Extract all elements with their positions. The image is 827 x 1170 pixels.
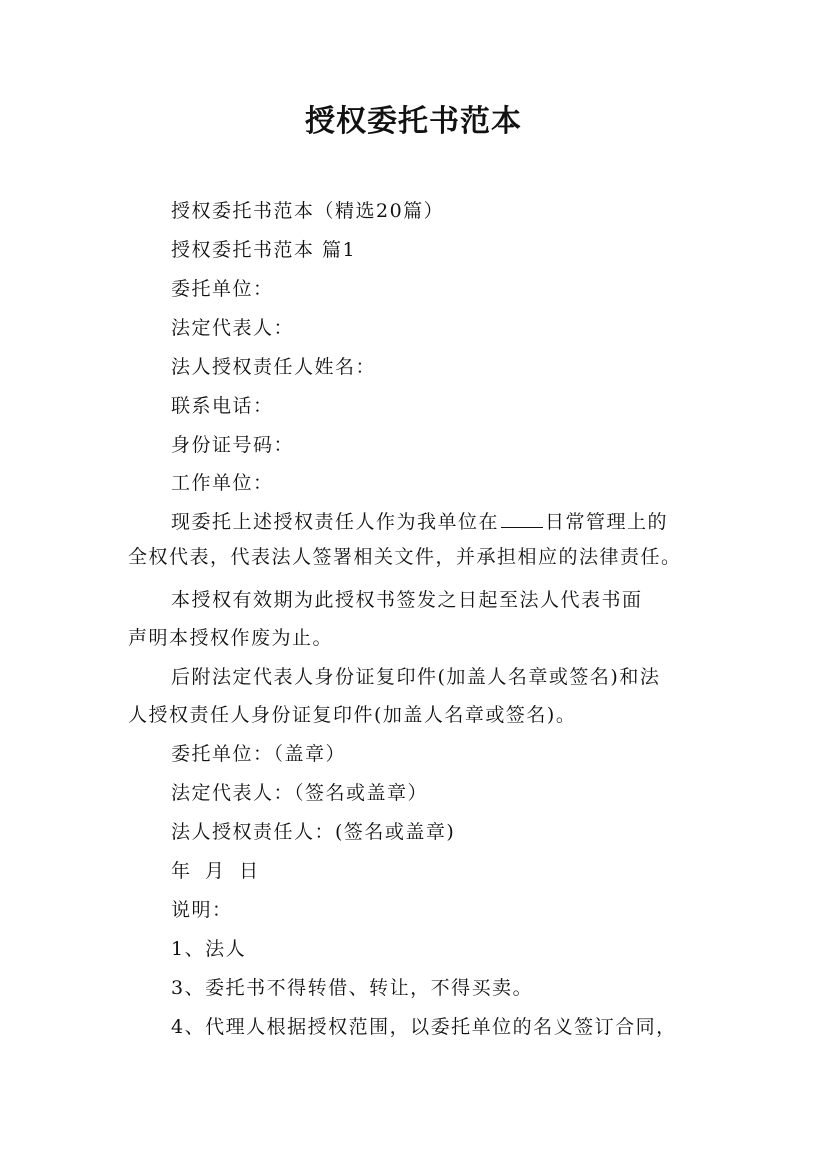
field-legal-rep: 法定代表人： <box>171 317 295 339</box>
subtitle-line: 授权委托书范本（精选20篇） <box>171 200 445 222</box>
paragraph-3-line-2: 人授权责任人身份证复印件(加盖人名章或签名)。 <box>128 704 577 726</box>
paragraph-2-line-2: 声明本授权作废为止。 <box>128 627 334 649</box>
field-phone: 联系电话： <box>171 395 274 417</box>
field-authorized-name: 法人授权责任人姓名： <box>171 356 377 378</box>
signature-authorized: 法人授权责任人：(签名或盖章) <box>171 821 456 843</box>
field-id-number: 身份证号码： <box>171 434 295 456</box>
paragraph-1-line-2: 全权代表，代表法人签署相关文件，并承担相应的法律责任。 <box>128 546 682 568</box>
paragraph-1-end: 日常管理上的 <box>545 511 669 533</box>
paragraph-1-start: 现委托上述授权责任人作为我单位在 <box>171 511 500 533</box>
fill-in-blank <box>501 509 543 528</box>
note-item-4: 4、代理人根据授权范围，以委托单位的名义签订合同， <box>171 1016 677 1038</box>
field-work-unit: 工作单位： <box>171 472 274 494</box>
note-item-3: 3、委托书不得转借、转让，不得买卖。 <box>171 977 534 999</box>
date-line: 年 月 日 <box>171 860 260 882</box>
paragraph-2-line-1: 本授权有效期为此授权书签发之日起至法人代表书面 <box>171 589 643 611</box>
signature-unit: 委托单位：（盖章） <box>171 743 347 765</box>
note-item-1: 1、法人 <box>171 938 247 960</box>
paragraph-1-line-1 <box>171 509 761 535</box>
signature-legal-rep: 法定代表人：（签名或盖章） <box>171 782 429 804</box>
paragraph-3-line-1: 后附法定代表人身份证复印件(加盖人名章或签名)和法 <box>171 666 661 688</box>
field-unit: 委托单位： <box>171 278 274 300</box>
note-label: 说明： <box>171 899 233 921</box>
section-heading: 授权委托书范本 篇1 <box>171 239 357 261</box>
document-title: 授权委托书范本 <box>305 104 522 139</box>
